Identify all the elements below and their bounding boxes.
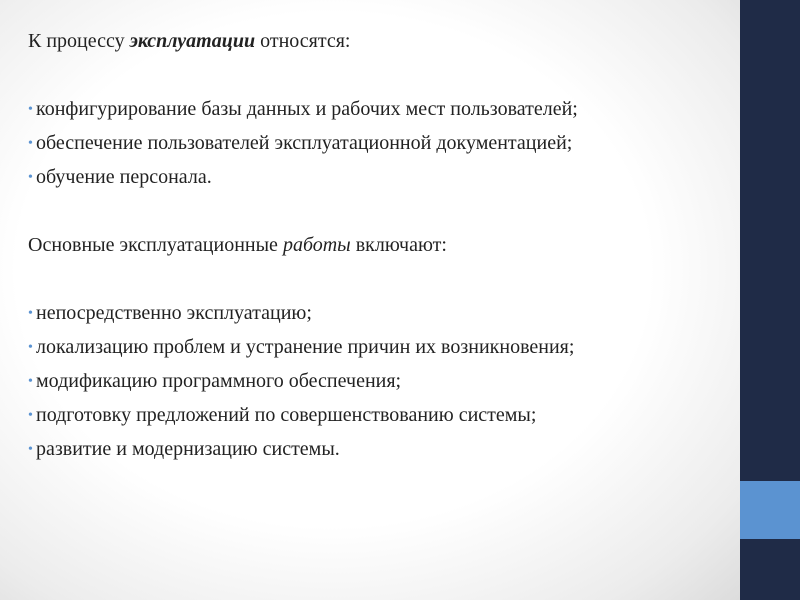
section1-intro (28, 24, 728, 58)
list-item-text: развитие и модернизацию системы. (36, 438, 340, 460)
section1-intro-before: К процессу (28, 30, 130, 52)
bullet-icon: • (28, 306, 33, 321)
bullet-icon: • (28, 136, 33, 151)
list-item (28, 432, 728, 466)
list-item (28, 398, 728, 432)
list-item-text: непосредственно эксплуатацию; (36, 302, 312, 324)
bullet-icon: • (28, 442, 33, 457)
section2-intro-emphasis: работы (282, 234, 351, 256)
list-item-text: обучение персонала. (36, 166, 212, 188)
spacer (28, 194, 728, 228)
decorative-sidebar-accent (740, 481, 800, 539)
spacer (28, 262, 728, 296)
section2-intro-after: включают: (350, 234, 447, 256)
slide-content (28, 24, 728, 466)
section1-intro-emphasis: эксплуатации (129, 30, 256, 52)
list-item-text: подготовку предложений по совершенствованию системы; (36, 404, 537, 426)
bullet-icon: • (28, 102, 33, 117)
section1-intro-after: относятся: (255, 30, 351, 52)
bullet-icon: • (28, 340, 33, 355)
list-item (28, 160, 728, 194)
bullet-icon: • (28, 408, 33, 423)
list-item (28, 296, 728, 330)
list-item-text: конфигурирование базы данных и рабочих мест пользователей; (36, 98, 578, 120)
list-item (28, 364, 728, 398)
section2-intro (28, 228, 728, 262)
list-item-text: обеспечение пользователей эксплуатационной документацией; (36, 132, 573, 154)
section2-intro-before: Основные эксплуатационные (28, 234, 283, 256)
spacer (28, 58, 728, 92)
list-item (28, 330, 728, 364)
bullet-icon: • (28, 374, 33, 389)
list-item-text: локализацию проблем и устранение причин их возникновения; (36, 336, 575, 358)
list-item (28, 126, 728, 160)
bullet-icon: • (28, 170, 33, 185)
list-item-text: модификацию программного обеспечения; (36, 370, 402, 392)
list-item (28, 92, 728, 126)
